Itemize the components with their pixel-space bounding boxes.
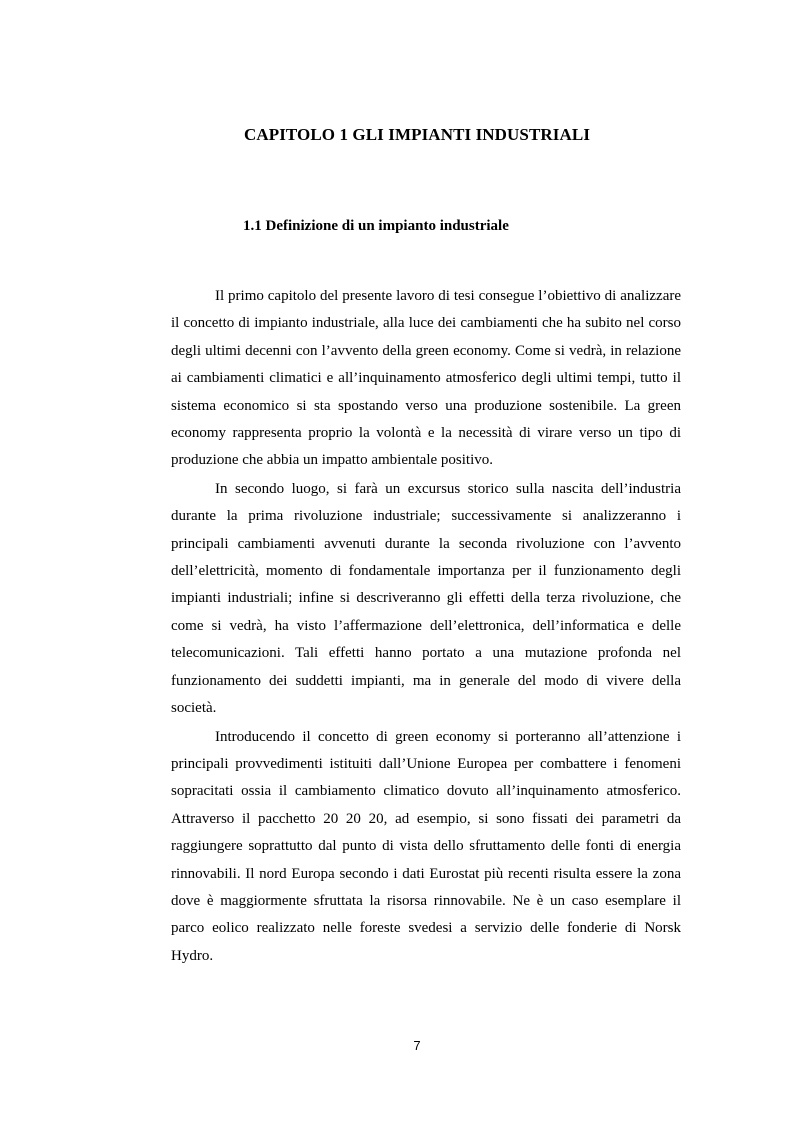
page-number: 7 [413,1038,421,1053]
paragraph-1: Il primo capitolo del presente lavoro di tesi consegue l’obiettivo di analizzare il concetto di impianto industriale, alla luce dei cambiamenti che ha subito nel corso degli ultimi decenni con l’avvento della green economy. Come si vedrà, in relazione ai cambiamenti climatici e all’inquinamento atmosferico degli ultimi tempi, tutto il sistema economico si sta spostando verso una produzione sostenibile. La green economy rappresenta proprio la volontà e la necessità di virare verso un tipo di produzione che abbia un impatto ambientale positivo. [171,288,681,469]
paragraph-2: In secondo luogo, si farà un excursus storico sulla nascita dell’industria durante la prima rivoluzione industriale; successivamente si analizzeranno i principali cambiamenti avvenuti durante la seconda rivoluzione con l’avvento dell’elettricità, momento di fondamentale importanza per il funzionamento degli impianti industriali; infine si descriveranno gli effetti della terza rivoluzione, che come si vedrà, ha visto l’affermazione dell’elettronica, dell’informatica e delle telecomunicazioni. Tali effetti hanno portato a una mutazione profonda nel funzionamento dei suddetti impianti, ma in generale del modo di vivere della società. [171,480,681,717]
chapter-title: CAPITOLO 1 GLI IMPIANTI INDUSTRIALI [243,125,591,145]
section-title: 1.1 Definizione di un impianto industriale [243,218,509,235]
paragraph-3: Introducendo il concetto di green economy si porteranno all’attenzione i principali provvedimenti istituiti dall’Unione Europea per combattere i fenomeni sopracitati ossia il cambiamento climatico dovuto all’inquinamento atmosferico. Attraverso il pacchetto 20 20 20, ad esempio, si sono fissati dei parametri da raggiungere soprattutto dal punto di vista dello sfruttamento delle fonti di energia rinnovabili. Il nord Europa secondo i dati Eurostat più recenti risulta essere la zona dove è maggiormente sfruttata la risorsa rinnovabile. Ne è un caso esemplare il parco eolico realizzato nelle foreste svedesi a servizio delle fonderie di Norsk Hydro. [171,728,681,964]
body-text [171,283,681,971]
